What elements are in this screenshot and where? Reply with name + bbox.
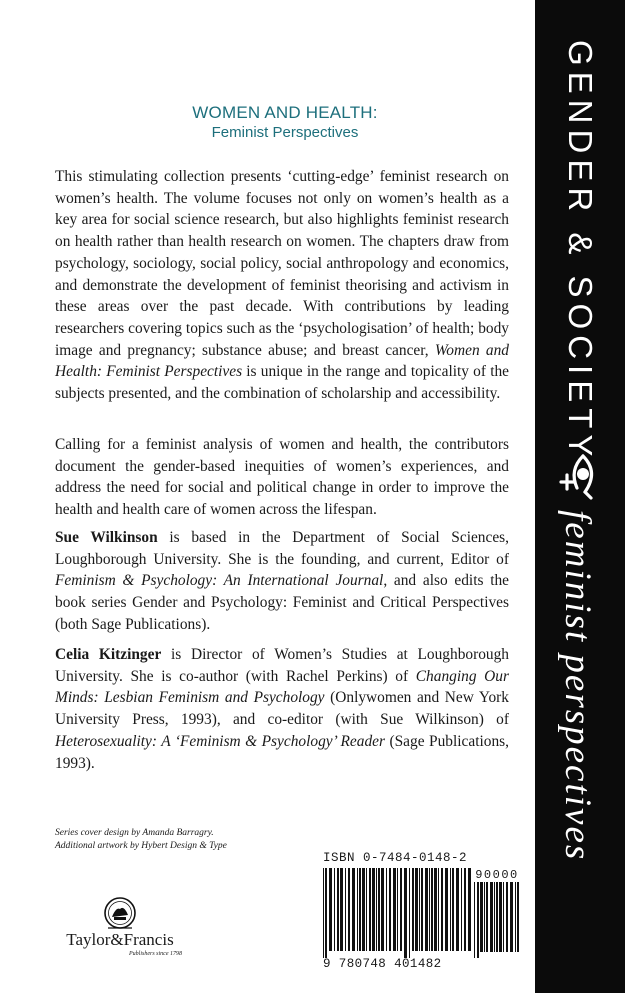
author-bio-1 [55, 527, 509, 636]
barcode-bar [359, 868, 361, 951]
barcode-bar [323, 868, 324, 958]
ean-barcode-bars [323, 868, 473, 958]
isbn-label: ISBN 0-7484-0148-2 [323, 851, 468, 865]
author-2-text-a: is Director of Women’s Studies at Loughborough University. She is co-author (with Rachel Perkins) of [55, 646, 509, 685]
author-2-name: Celia Kitzinger [55, 646, 162, 663]
publisher-emblem-icon [102, 895, 138, 933]
blurb-p1-text-b: is unique in the range and topicality of the subjects presented, and the combination of scholarship and accessibility. [55, 363, 509, 403]
barcode-bar [438, 868, 439, 951]
design-credits [55, 827, 315, 853]
barcode-bar [340, 868, 343, 951]
barcode-bar [450, 868, 451, 951]
barcode-bar [480, 882, 483, 952]
barcode-bar [441, 868, 443, 951]
series-subtitle-vertical [559, 510, 603, 970]
isbn-barcode [323, 868, 523, 973]
barcode-bar [372, 868, 375, 951]
price-addon-number: 90000 [475, 868, 519, 882]
author-2-book-title-1: Changing Our Minds: Lesbian Feminism and Psychology [55, 667, 509, 707]
barcode-bar [397, 868, 398, 951]
barcode-bar [456, 868, 459, 951]
barcode-bar [334, 868, 335, 951]
series-subtitle-text: feminist perspectives [557, 510, 598, 862]
publisher-name: Taylor&Francis [66, 930, 174, 949]
publisher-logo [50, 895, 190, 970]
barcode-bar [490, 882, 493, 952]
barcode-bar [452, 868, 454, 951]
author-bio-2 [55, 644, 509, 774]
blurb-paragraph-1 [55, 166, 509, 405]
barcode-bar [409, 868, 410, 958]
credit-line-1: Series cover design by Amanda Barragry. [55, 828, 214, 838]
blurb-p1-book-title: Women and Health: Feminist Perspectives [55, 341, 509, 381]
barcode-bar [461, 868, 462, 951]
author-1-name: Sue Wilkinson [55, 529, 158, 546]
author-2-book-title-2: Heterosexuality: A ‘Feminism & Psychology’ Reader [55, 732, 385, 750]
barcode-bar [378, 868, 380, 951]
barcode-bar [494, 882, 495, 952]
barcode-bar [352, 868, 355, 951]
credit-line-2: Additional artwork by Hybert Design & Type [55, 841, 227, 851]
author-1-text-a: is based in the Department of Social Sciences, Loughborough University. She is the founding, and current, Editor of [55, 529, 509, 568]
barcode-bar [510, 882, 513, 952]
book-title: WOMEN AND HEALTH: [192, 103, 378, 122]
barcode-bar [329, 868, 332, 951]
barcode-bar [474, 882, 475, 958]
author-1-journal-title: Feminism & Psychology: An International Journal [55, 572, 384, 590]
barcode-bar [348, 868, 350, 951]
author-2-text-b: (Onlywomen and New York University Press, 1993), and co-editor (with Sue Wilkinson) of [55, 689, 509, 729]
barcode-bar [503, 882, 504, 952]
barcode-bar [389, 868, 391, 951]
publisher-tagline: Publishers since 1798 [129, 951, 182, 957]
barcode-bar [445, 868, 448, 951]
barcode-bar [357, 868, 358, 951]
barcode-bar [431, 868, 433, 951]
blurb-p2-text: Calling for a feminist analysis of women and health, the contributors document the gender-based inequities of women’s experiences, and address the need for social and political change in order to improve the health and health care of women across the lifespan. [55, 436, 509, 519]
barcode-bar [464, 868, 466, 951]
barcode-bar [506, 882, 508, 952]
barcode-bar [477, 882, 479, 958]
barcode-bar [412, 868, 414, 951]
barcode-bar [337, 868, 339, 951]
barcode-bar [515, 882, 516, 952]
blurb-p1-text-a: This stimulating collection presents ‘cutting-edge’ feminist research on women’s health. The volume focuses not only on women’s health as a key area for social science research, but also highlights feminist research on health rather than health research on women. The chapters draw from psychology, sociology, social policy, social anthropology and economics, and demonstrate the development of feminist theorising and activism in these areas over the past decade. With contributions by leading researchers covering topics such as the ‘psychologisation’ of health; body image and pregnancy; substance abuse; and breast cancer, [55, 168, 509, 359]
barcode-bar [404, 868, 407, 958]
eye-venus-logo-icon [551, 448, 607, 504]
barcode-bar [434, 868, 437, 951]
barcode-bar [419, 868, 420, 951]
series-name-vertical [559, 40, 603, 463]
addon-barcode-bars [474, 882, 522, 958]
barcode-bar [393, 868, 396, 951]
barcode-bar [429, 868, 430, 951]
barcode-bar [484, 882, 485, 952]
book-subtitle: Feminist Perspectives [211, 124, 359, 141]
barcode-bar [400, 868, 402, 951]
author-1-text-b: , and also edits the book series Gender and Psychology: Feminist and Critical Perspectives (both Sage Publications). [55, 572, 509, 633]
barcode-bar [369, 868, 371, 951]
barcode-bar [362, 868, 365, 951]
blurb-paragraph-2 [55, 434, 509, 521]
barcode-bar [415, 868, 418, 951]
barcode-bar [345, 868, 346, 951]
barcode-bar [499, 882, 502, 952]
ean-number: 9 780748 401482 [323, 957, 442, 971]
barcode-bar [421, 868, 423, 951]
barcode-bar [496, 882, 498, 952]
barcode-bar [386, 868, 387, 951]
barcode-bar [486, 882, 488, 952]
barcode-bar [366, 868, 367, 951]
barcode-bar [325, 868, 327, 958]
series-name-text: GENDER & SOCIETY [562, 40, 599, 463]
author-2-text-c: (Sage Publications, 1993). [55, 732, 509, 772]
barcode-bar [517, 882, 519, 952]
barcode-bar [425, 868, 428, 951]
barcode-bar [381, 868, 384, 951]
barcode-bar [376, 868, 377, 951]
